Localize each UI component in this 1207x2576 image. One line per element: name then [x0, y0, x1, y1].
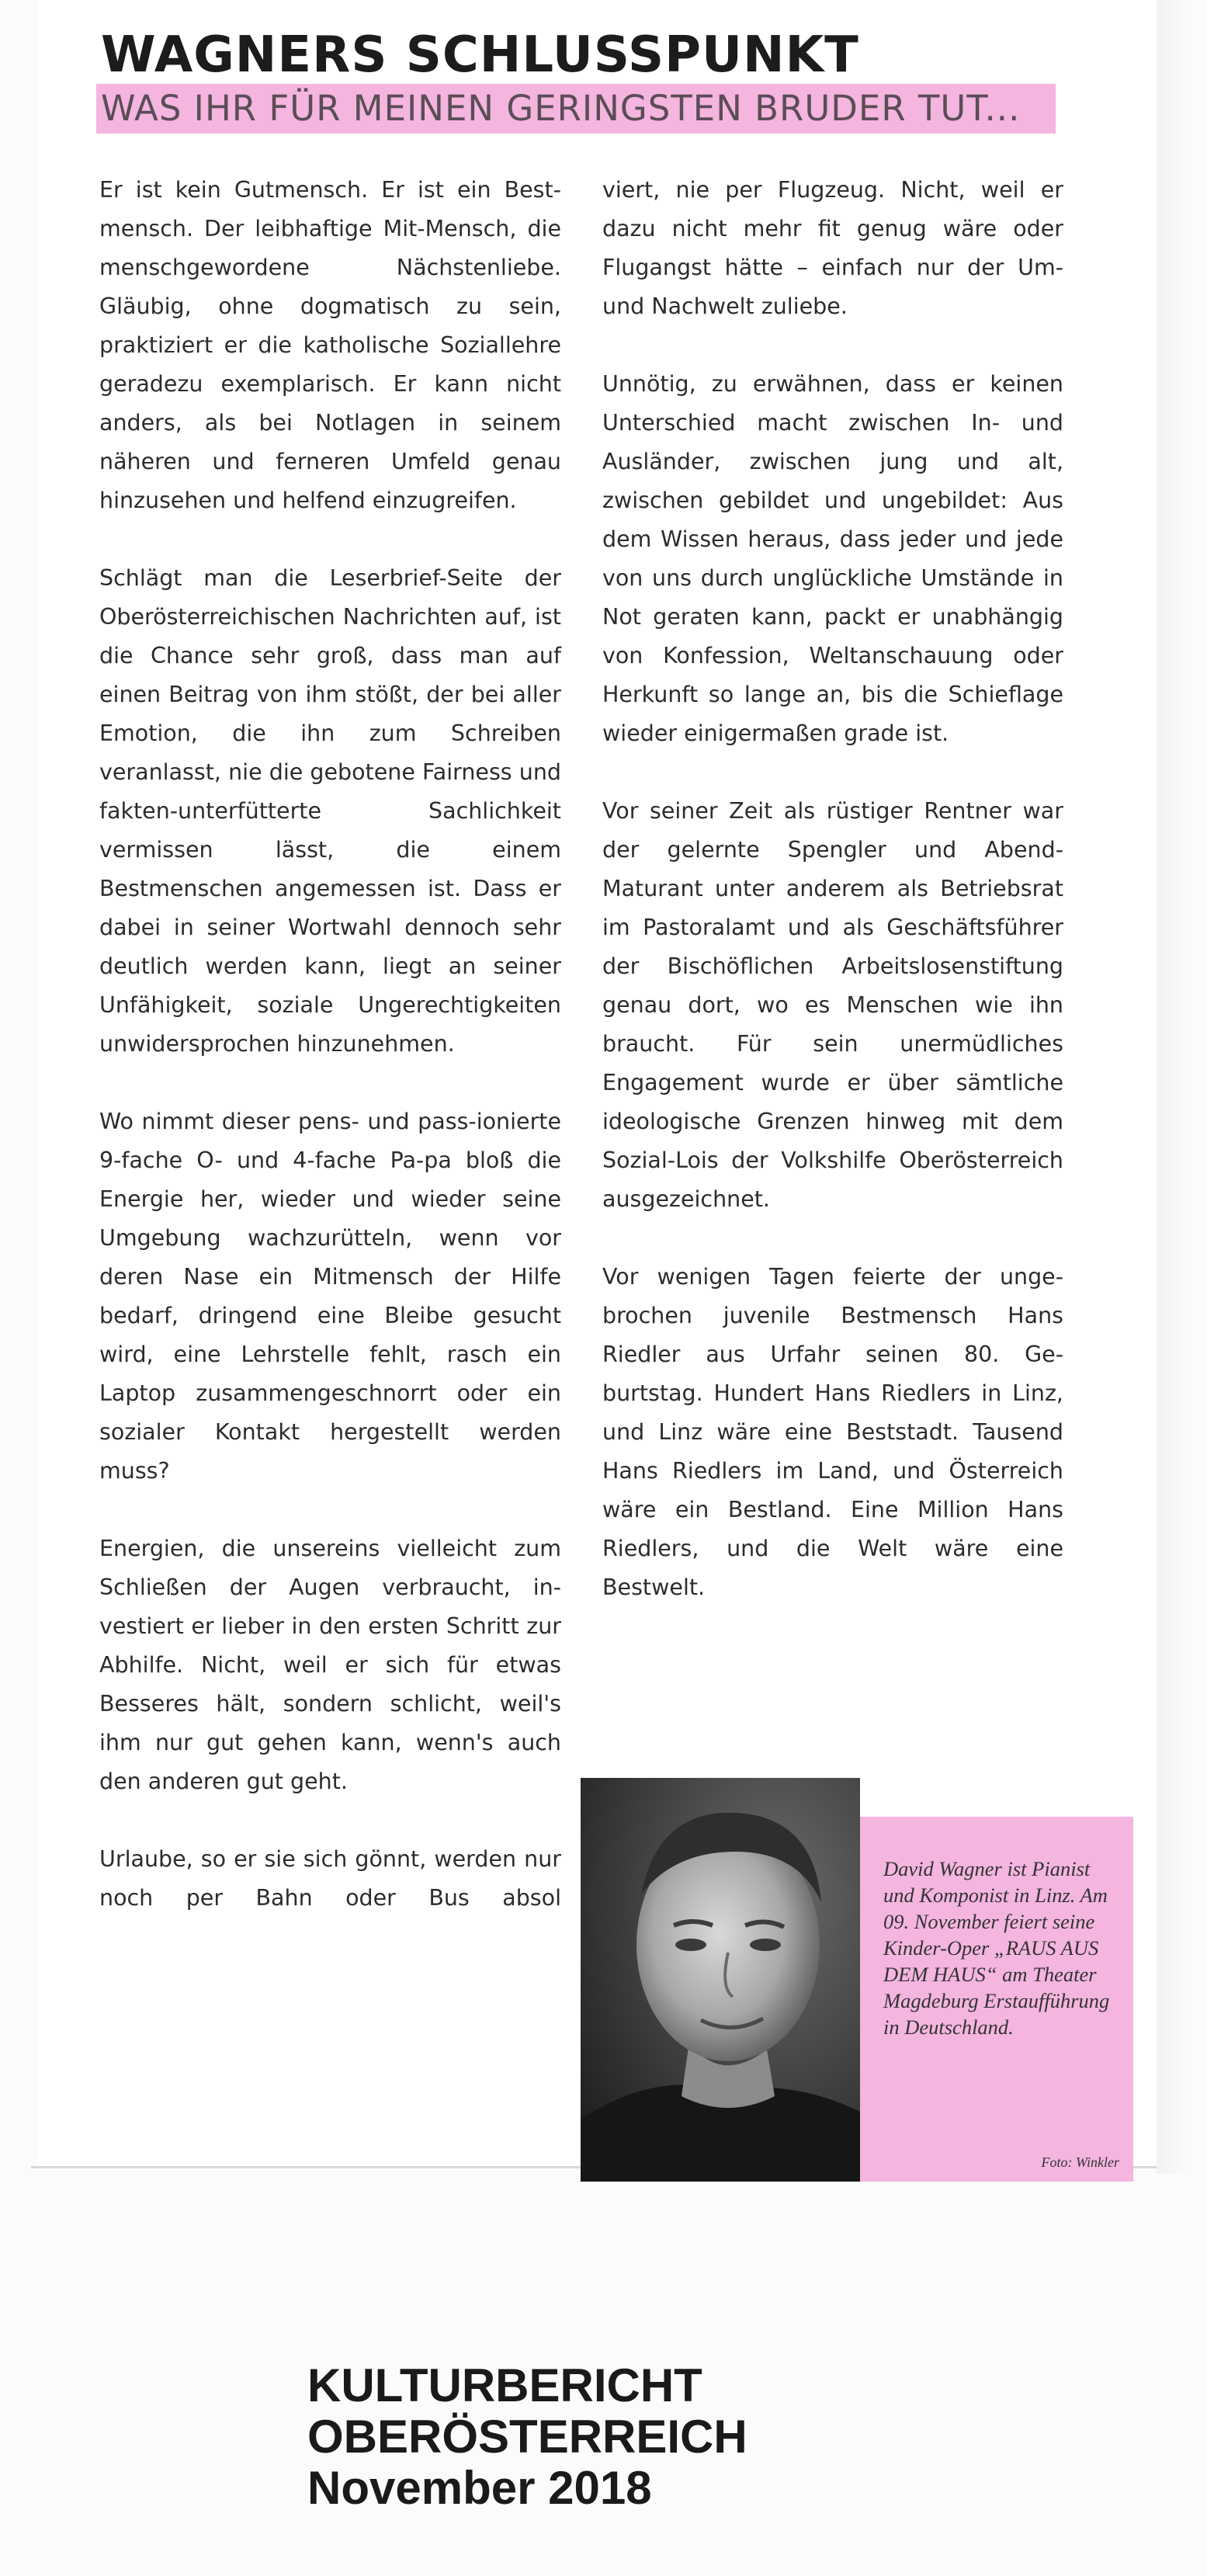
article-paragraph: viert, nie per Flugzeug. Nicht, weil er dazu nicht mehr fit genug wäre oder Flugangst hätte – einfach nur der Um- und Nachwelt zuliebe.	[602, 177, 1063, 319]
publication-source	[307, 2360, 747, 2514]
article-paragraph: Urlaube, so er sie sich gönnt, werden nur noch per Bahn oder Bus absol	[99, 1846, 561, 1911]
author-caption: David Wagner ist Pianist und Komponist in Linz. Am 09. November feiert seine Kinder-Oper „RAUS AUS DEM HAUS“ am Theater Magdeburg Erstaufführung in Deutschland.	[883, 1857, 1110, 2039]
article-paragraph: Schlägt man die Leserbrief-Seite der Oberösterreichischen Nachrichten auf, ist die Chance sehr groß, dass man auf einen Beitrag von ihm stößt, der bei aller Emotion, die ihn zum Schreiben veranlasst, nie die gebotene Fairness und fakten-unterfütterte Sachlichkeit vermissen lässt, die einem Bestmenschen angemessen ist. Dass er dabei in seiner Wortwahl dennoch sehr deutlich werden kann, liegt an seiner Unfähigkeit, soziale Ungerechtigkeiten unwidersprochen hinzunehmen.	[99, 565, 561, 1057]
photo-credit: Foto: Winkler	[1041, 2154, 1119, 2170]
page-shadow	[1157, 0, 1188, 2174]
article-column-left	[99, 171, 561, 1956]
article-paragraph: Energien, die unsereins vielleicht zum Schließen der Augen verbraucht, investiert er lieber in den ersten Schritt zur Abhilfe. Nicht, weil er sich für etwas Besseres hält, sondern schlicht, weil's ihm nur gut gehen kann, wenn's auch den anderen gut geht.	[99, 1536, 561, 1794]
article-paragraph: Er ist kein Gutmensch. Er ist ein Bestmensch. Der leibhaftige Mit-Mensch, die menschgewordene Nächstenliebe. Gläubig, ohne dogmatisch zu sein, praktiziert er die katholische Soziallehre geradezu exemplarisch. Er kann nicht anders, als bei Notlagen in seinem näheren und ferneren Umfeld genau hinzusehen und helfend einzugreifen.	[99, 177, 561, 513]
author-photo	[581, 1778, 860, 2182]
publication-name-line2: OBERÖSTERREICH	[307, 2411, 747, 2463]
article-column-right	[602, 171, 1063, 1646]
article-paragraph: Unnötig, zu erwähnen, dass er keinen Unterschied macht zwischen In- und Ausländer, zwischen jung und alt, zwischen gebildet und ungebildet: Aus dem Wissen heraus, dass jeder und jede von uns durch unglückliche Umstände in Not geraten kann, packt er unabhängig von Konfession, Weltanschauung oder Herkunft so lange an, bis die Schieflage wieder einigermaßen grade ist.	[602, 371, 1063, 746]
publication-date: November 2018	[307, 2462, 652, 2514]
article-paragraph: Wo nimmt dieser pens- und pass-ionierte 9-fache O- und 4-fache Pa-pa bloß die Energie her, wieder und wieder seine Umgebung wachzurütteln, wenn vor deren Nase ein Mitmensch der Hilfe bedarf, dringend eine Bleibe gesucht wird, eine Lehrstelle fehlt, rasch ein Laptop zusammengeschnorrt oder ein sozialer Kontakt hergestellt werden muss?	[99, 1109, 561, 1484]
publication-name-line1: KULTURBERICHT	[307, 2359, 702, 2411]
author-portrait-icon	[581, 1778, 860, 2182]
article-paragraph: Vor wenigen Tagen feierte der ungebrochen juvenile Bestmensch Hans Riedler aus Urfahr seinen 80. Geburtstag. Hundert Hans Riedlers in Linz, und Linz wäre eine Beststadt. Tausend Hans Riedlers im Land, und Österreich wäre ein Bestland. Eine Million Hans Riedlers, und die Welt wäre eine Bestwelt.	[602, 1264, 1063, 1600]
article-subheadline-highlight	[96, 84, 1056, 134]
article-paragraph: Vor seiner Zeit als rüstiger Rentner war der gelernte Spengler und Abend-Maturant unter anderem als Betriebsrat im Pastoralamt und als Geschäftsführer der Bischöflichen Arbeitslosenstiftung genau dort, wo es Menschen wie ihn braucht. Für sein unermüdliches Engagement wurde er über sämtliche ideologische Grenzen hinweg mit dem Sozial-Lois der Volkshilfe Oberösterreich ausgezeichnet.	[602, 798, 1063, 1212]
article-subheadline: WAS IHR FÜR MEINEN GERINGSTEN BRUDER TUT...	[101, 88, 1021, 129]
article-headline: WAGNERS SCHLUSSPUNKT	[101, 26, 859, 84]
author-caption-box	[860, 1817, 1133, 2182]
